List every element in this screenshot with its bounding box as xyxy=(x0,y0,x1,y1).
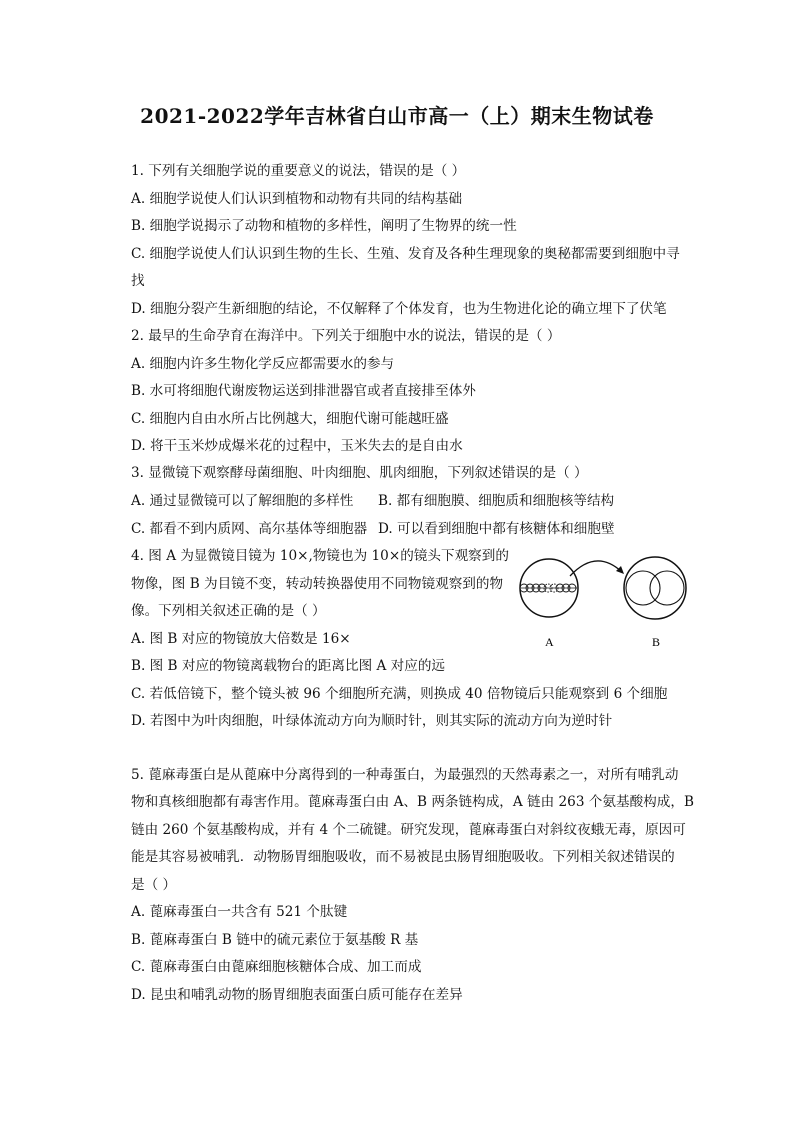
q5-stem-line-1: 5. 蓖麻毒蛋白是从蓖麻中分离得到的一种毒蛋白，为最强烈的天然毒素之一，对所有哺乳动 xyxy=(131,767,679,783)
q5-option-d: D. 昆虫和哺乳动物的肠胃细胞表面蛋白质可能存在差异 xyxy=(131,987,463,1003)
q2-option-d: D. 将干玉米炒成爆米花的过程中，玉米失去的是自由水 xyxy=(131,438,463,454)
q5-option-b: B. 蓖麻毒蛋白 B 链中的硫元素位于氨基酸 R 基 xyxy=(131,932,419,948)
q4-option-c: C. 若低倍镜下，整个镜头被 96 个细胞所充满，则换成 40 倍物镜后只能观察到 6 个细胞 xyxy=(131,686,668,702)
q2-stem: 2. 最早的生命孕育在海洋中。下列关于细胞中水的说法，错误的是（ ） xyxy=(131,328,561,344)
q2-option-c: C. 细胞内自由水所占比例越大，细胞代谢可能越旺盛 xyxy=(131,411,449,427)
arrow-icon xyxy=(570,561,622,576)
q3-option-b: B. 都有细胞膜、细胞质和细胞核等结构 xyxy=(378,493,615,509)
figure-label-a: A xyxy=(545,635,554,649)
q1-stem: 1. 下列有关细胞学说的重要意义的说法，错误的是（ ） xyxy=(131,163,466,179)
q1-option-c-cont: 找 xyxy=(131,273,145,289)
q2-option-b: B. 水可将细胞代谢废物运送到排泄器官或者直接排至体外 xyxy=(131,383,476,399)
q5-stem-line-5: 是（ ） xyxy=(131,877,177,893)
q4-stem-line-1: 4. 图 A 为显微镜目镜为 10×,物镜也为 10×的镜头下观察到的 xyxy=(131,548,509,564)
q3-option-c: C. 都看不到内质网、高尔基体等细胞器 xyxy=(131,521,368,537)
q3-stem: 3. 显微镜下观察酵母菌细胞、叶肉细胞、肌肉细胞，下列叙述错误的是（ ） xyxy=(131,465,588,481)
q1-option-c: C. 细胞学说使人们认识到生物的生长、生殖、发育及各种生理现象的奥秘都需要到细胞中寻 xyxy=(131,246,680,262)
exam-title: 2021-2022学年吉林省白山市高一（上）期末生物试卷 xyxy=(140,104,654,128)
q2-option-a: A. 细胞内许多生物化学反应都需要水的参与 xyxy=(131,356,395,372)
figure-label-b: B xyxy=(652,635,661,649)
q5-stem-line-3: 链由 260 个氨基酸构成，并有 4 个二硫键。研究发现，蓖麻毒蛋白对斜纹夜蛾无毒，原因可 xyxy=(131,822,686,838)
q4-stem-line-3: 像。下列相关叙述正确的是（ ） xyxy=(131,603,326,619)
q5-option-c: C. 蓖麻毒蛋白由蓖麻细胞核糖体合成、加工而成 xyxy=(131,959,422,975)
q1-option-d: D. 细胞分裂产生新细胞的结论，不仅解释了个体发育，也为生物进化论的确立埋下了伏笔 xyxy=(131,301,667,317)
field-of-view-b xyxy=(624,557,686,619)
q5-stem-line-4: 能是其容易被哺乳．动物肠胃细胞吸收，而不易被昆虫肠胃细胞吸收。下列相关叙述错误的 xyxy=(131,849,675,865)
q5-stem-line-2: 物和真核细胞都有毒害作用。蓖麻毒蛋白由 A、B 两条链构成，A 链由 263 个氨基酸构成，B xyxy=(131,794,694,810)
q4-option-a: A. 图 B 对应的物镜放大倍数是 16× xyxy=(131,631,351,647)
q1-option-a: A. 细胞学说使人们认识到植物和动物有共同的结构基础 xyxy=(131,191,463,207)
q4-stem-line-2: 物像，图 B 为目镜不变，转动转换器使用不同物镜观察到的物 xyxy=(131,576,504,592)
q3-option-d: D. 可以看到细胞中都有核糖体和细胞壁 xyxy=(378,521,615,537)
q5-option-a: A. 蓖麻毒蛋白一共含有 521 个肽键 xyxy=(131,904,348,920)
q1-option-b: B. 细胞学说揭示了动物和植物的多样性，阐明了生物界的统一性 xyxy=(131,218,517,234)
q4-option-d: D. 若图中为叶肉细胞，叶绿体流动方向为顺时针，则其实际的流动方向为逆时针 xyxy=(131,713,613,729)
microscope-figure xyxy=(518,552,698,652)
q4-option-b: B. 图 B 对应的物镜离载物台的距离比图 A 对应的远 xyxy=(131,658,446,674)
q3-option-a: A. 通过显微镜可以了解细胞的多样性 xyxy=(131,493,354,509)
